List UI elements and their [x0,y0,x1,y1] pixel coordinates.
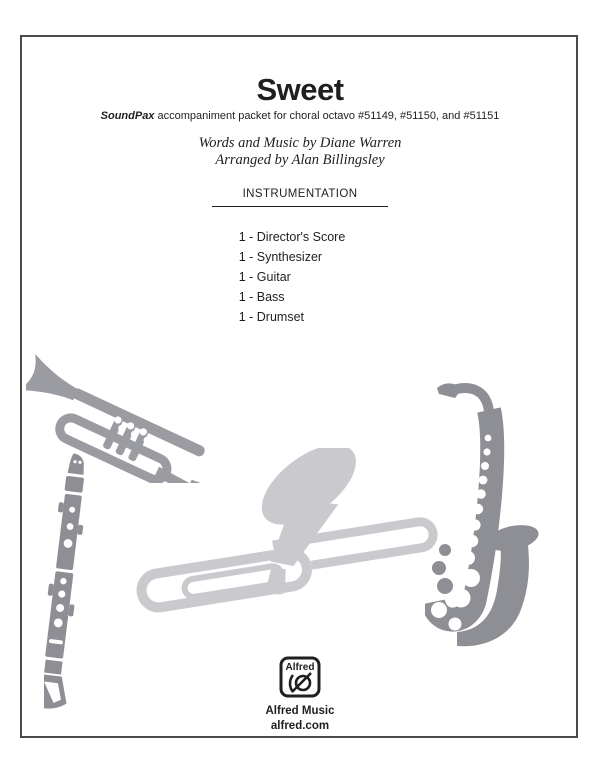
instrumentation-heading-wrap [0,184,600,207]
instrumentation-list [0,227,600,327]
instrumentation-heading: INSTRUMENTATION [212,188,389,207]
alfred-logo-text: Alfred [285,662,315,673]
list-item: 1 - Bass [238,290,285,304]
saxophone-icon [425,380,580,675]
publisher-name: Alfred Music [265,705,335,717]
page-title: Sweet [256,72,344,107]
footer [0,656,600,734]
list-item: 1 - Director's Score [238,230,346,244]
soundpax-brand: SoundPax [100,110,155,122]
alfred-logo-icon [279,656,321,698]
subtitle [0,110,600,122]
subtitle-text: accompaniment packet for choral octavo #51149, #51150, and #51151 [154,110,500,122]
credit-arranger: Arranged by Alan Billingsley [215,152,385,168]
list-item: 1 - Synthesizer [238,250,323,264]
list-item: 1 - Guitar [238,270,291,284]
list-item: 1 - Drumset [238,310,304,324]
credits [0,135,600,169]
trombone-icon [120,448,465,613]
credit-composer: Words and Music by Diane Warren [198,135,402,151]
publisher-website: alfred.com [270,720,330,732]
